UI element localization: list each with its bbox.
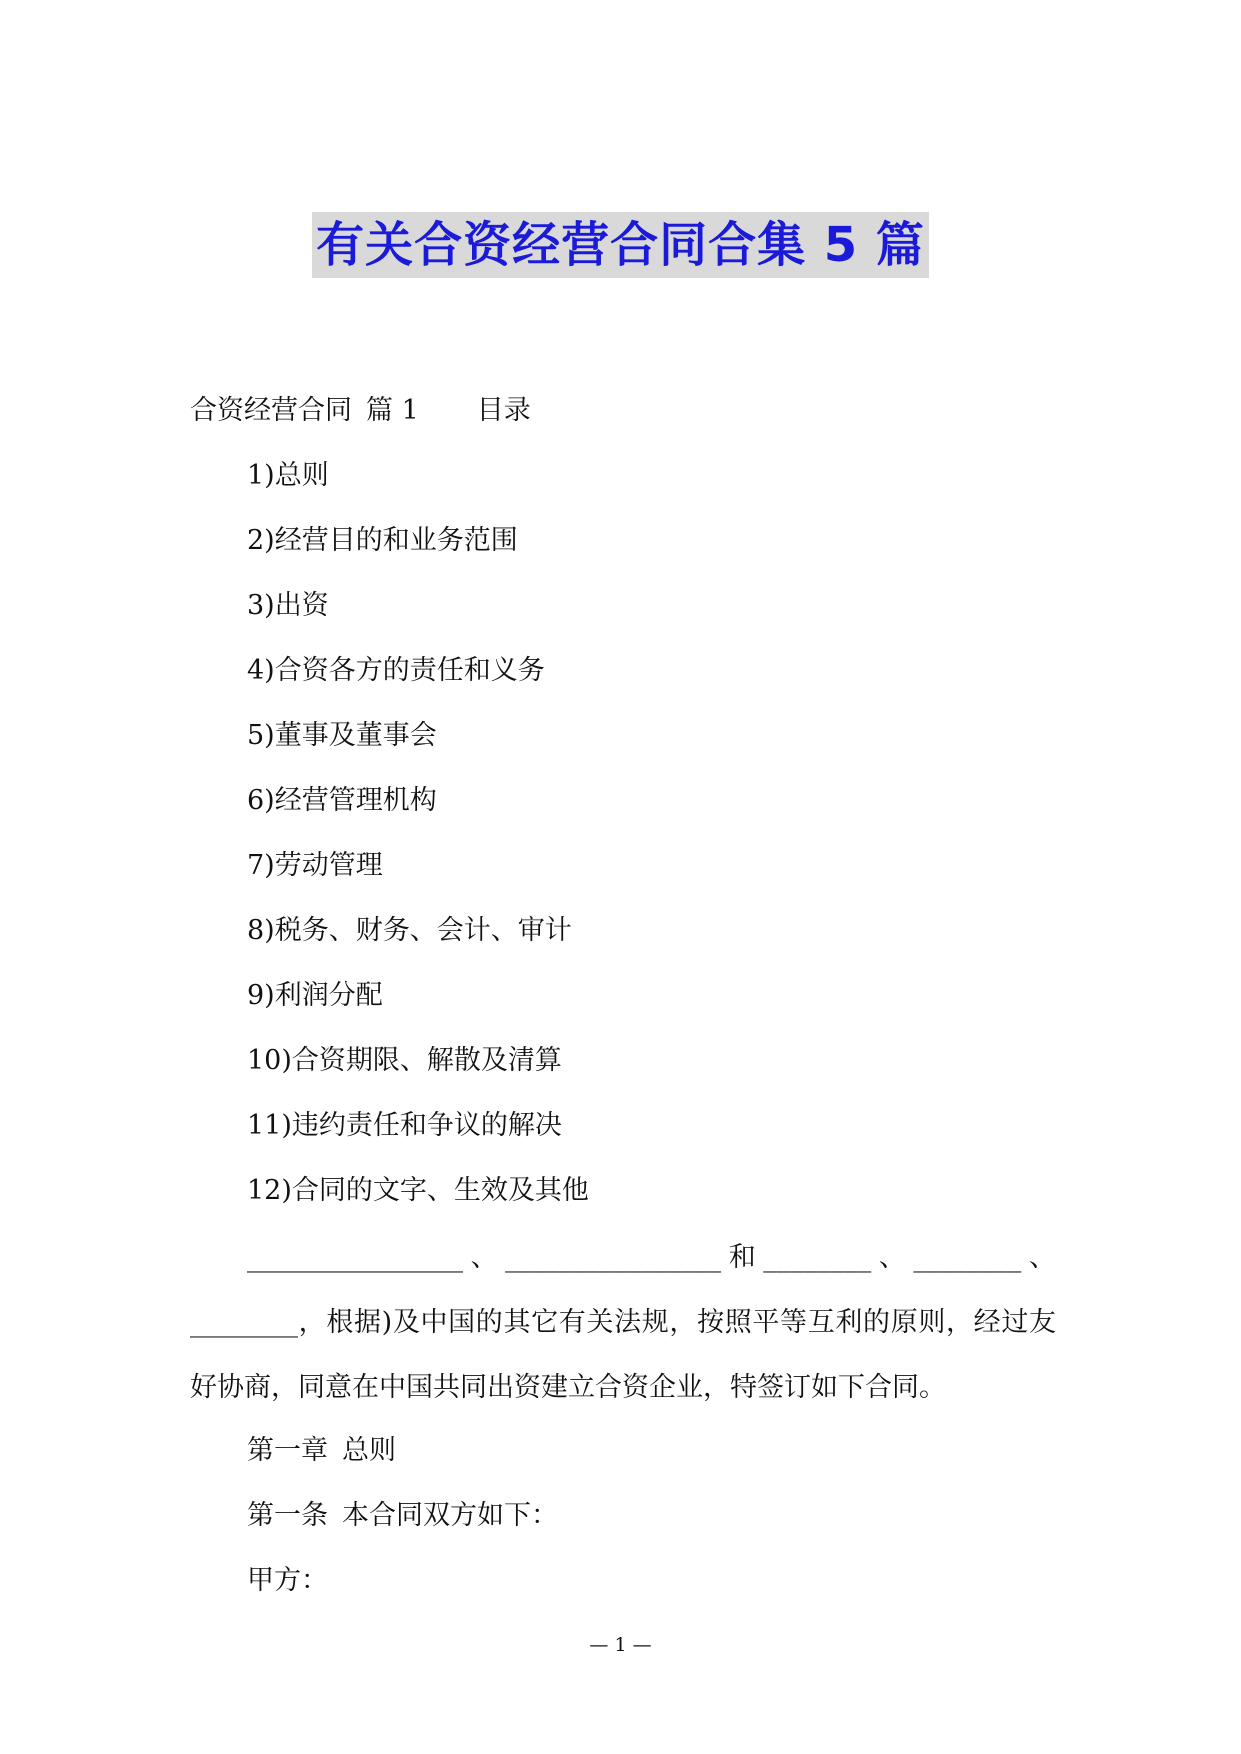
article-heading xyxy=(247,1498,558,1534)
article-text: 本合同双方如下： xyxy=(342,1500,558,1531)
chapter-heading xyxy=(247,1433,396,1469)
toc-item: 5)董事及董事会 xyxy=(247,720,437,751)
toc-item: 10)合资期限、解散及清算 xyxy=(247,1045,562,1076)
chapter-number: 第一章 xyxy=(247,1435,328,1466)
toc-item: 9)利润分配 xyxy=(247,980,383,1011)
toc-heading: 目录 xyxy=(476,395,531,426)
toc-item: 2)经营目的和业务范围 xyxy=(247,525,518,556)
toc-item: 11)违约责任和争议的解决 xyxy=(247,1110,562,1141)
toc-item: 1)总则 xyxy=(247,460,329,491)
toc-item: 12)合同的文字、生效及其他 xyxy=(247,1175,589,1206)
toc-item: 3)出资 xyxy=(247,590,329,621)
toc-item: 7)劳动管理 xyxy=(247,850,383,881)
chapter-title: 总则 xyxy=(342,1435,396,1466)
toc-item: 6)经营管理机构 xyxy=(247,785,437,816)
intro-paragraph: ________________、________________和________、________、________，根据)及中国的其它有关法规，按照平等互利的原则，经过友好协商，同意在中国共同出资建立合资企业，特签订如下合同。 xyxy=(190,1242,1056,1403)
title-container xyxy=(0,212,1241,278)
toc-item: 4)合资各方的责任和义务 xyxy=(247,655,545,686)
contract-heading xyxy=(190,393,531,429)
contract-heading-name: 合资经营合同 xyxy=(190,395,352,426)
party-a-label: 甲方： xyxy=(247,1565,328,1596)
toc-item: 8)税务、财务、会计、审计 xyxy=(247,915,572,946)
article-number: 第一条 xyxy=(247,1500,328,1531)
page-number: — 1 — xyxy=(589,1634,652,1656)
contract-heading-number: 篇 1 xyxy=(366,395,419,426)
document-title: 有关合资经营合同合集 5 篇 xyxy=(312,212,929,278)
